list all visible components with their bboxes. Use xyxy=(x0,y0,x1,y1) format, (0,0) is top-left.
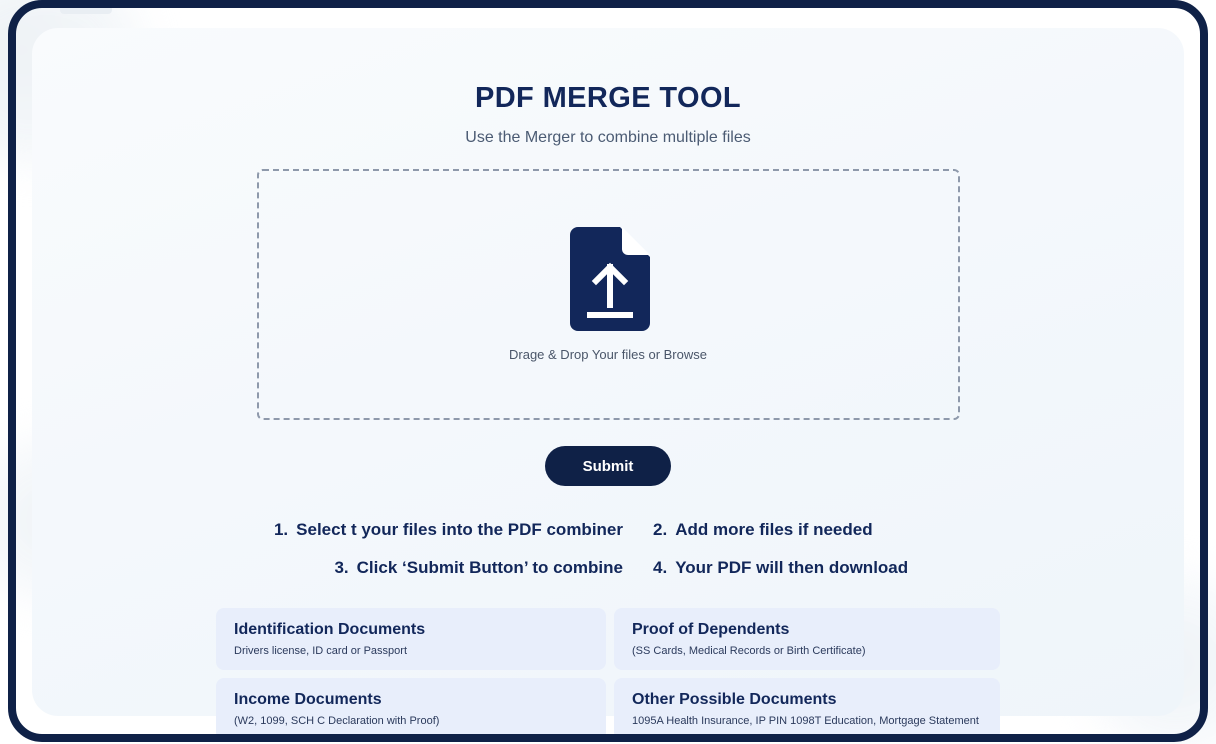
doc-card-subtitle: Drivers license, ID card or Passport xyxy=(234,645,407,657)
dropzone-hint: Drage & Drop Your files or Browse xyxy=(509,347,707,362)
step-text: Select t your files into the PDF combiner xyxy=(296,520,623,539)
doc-card-subtitle: (SS Cards, Medical Records or Birth Certificate) xyxy=(632,645,866,657)
step-item-4 xyxy=(653,558,983,578)
file-dropzone[interactable] xyxy=(257,169,960,420)
step-number: 3. xyxy=(334,558,349,577)
step-number: 4. xyxy=(653,558,668,577)
doc-card-other xyxy=(614,678,1000,740)
doc-card-subtitle: 1095A Health Insurance, IP PIN 1098T Education, Mortgage Statement xyxy=(632,715,979,727)
doc-card-title: Identification Documents xyxy=(234,621,426,638)
document-categories xyxy=(216,608,1000,740)
step-text: Click ‘Submit Button’ to combine xyxy=(356,558,623,577)
doc-card-dependents xyxy=(614,608,1000,670)
step-item-2 xyxy=(653,520,983,540)
step-item-1 xyxy=(233,520,623,540)
dropzone-container xyxy=(32,169,1184,420)
doc-card-title: Proof of Dependents xyxy=(632,621,790,638)
doc-card-title: Other Possible Documents xyxy=(632,691,837,708)
app-content xyxy=(32,28,1184,740)
file-upload-icon xyxy=(566,227,650,331)
step-number: 2. xyxy=(653,520,668,539)
doc-card-subtitle: (W2, 1099, SCH C Declaration with Proof) xyxy=(234,715,440,727)
submit-button[interactable]: Submit xyxy=(545,446,671,486)
step-item-3 xyxy=(233,558,623,578)
submit-container xyxy=(32,446,1184,486)
decorative-square xyxy=(60,0,112,14)
page-subtitle: Use the Merger to combine multiple files xyxy=(465,129,751,146)
doc-card-title: Income Documents xyxy=(234,691,382,708)
app-card xyxy=(32,28,1184,727)
doc-card-identification xyxy=(216,608,606,670)
doc-card-income xyxy=(216,678,606,740)
step-number: 1. xyxy=(273,520,289,539)
steps-list xyxy=(32,520,1184,578)
step-text: Your PDF will then download xyxy=(675,558,909,577)
page-title: PDF MERGE TOOL xyxy=(474,82,742,114)
step-text: Add more files if needed xyxy=(675,520,873,539)
